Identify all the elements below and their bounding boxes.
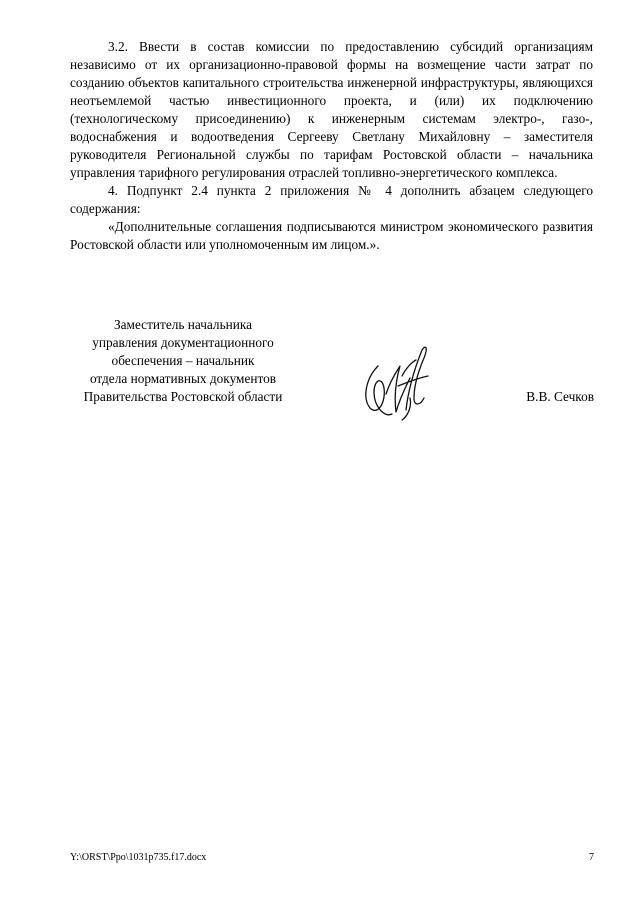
footer-page-number: 7	[589, 852, 594, 863]
signatory-name: В.В. Сечков	[526, 389, 594, 404]
document-body	[70, 38, 593, 254]
signatory-title-line: управления документационного	[92, 335, 274, 350]
handwritten-signature	[356, 336, 436, 426]
signatory-title-line: Правительства Ростовской области	[83, 389, 283, 404]
footer-file-path: Y:\ORST\Ppo\1031p735.f17.docx	[70, 852, 207, 863]
paragraph-3-2: 3.2. Ввести в состав комиссии по предоставлению субсидий организациям независимо от их организационно-правовой формы на возмещение части затрат по созданию объектов капитального строительства инженерной инфраструктуры, являющихся неотъемлемой частью инвестиционного проекта, и (или) их подключению (технологическому присоединению) к инженерным системам электро-, газо-, водоснабжения и водоотведения Сергееву Светлану Михайловну – заместителя руководителя Региональной службы по тарифам Ростовской области – начальника управления тарифного регулирования отраслей топливно-энергетического комплекса.	[70, 39, 593, 180]
signatory-title	[58, 316, 308, 406]
signatory-title-line: обеспечения – начальник	[111, 353, 255, 368]
signatory-title-line: Заместитель начальника	[113, 317, 253, 332]
signatory-title-line: отдела нормативных документов	[89, 371, 277, 386]
signature-block	[0, 316, 640, 426]
paragraph-quote: «Дополнительные соглашения подписываются министром экономического развития Ростовской области или уполномоченным им лицом.».	[70, 219, 593, 252]
paragraph-4: 4. Подпункт 2.4 пункта 2 приложения № 4 дополнить абзацем следующего содержания:	[70, 183, 593, 216]
